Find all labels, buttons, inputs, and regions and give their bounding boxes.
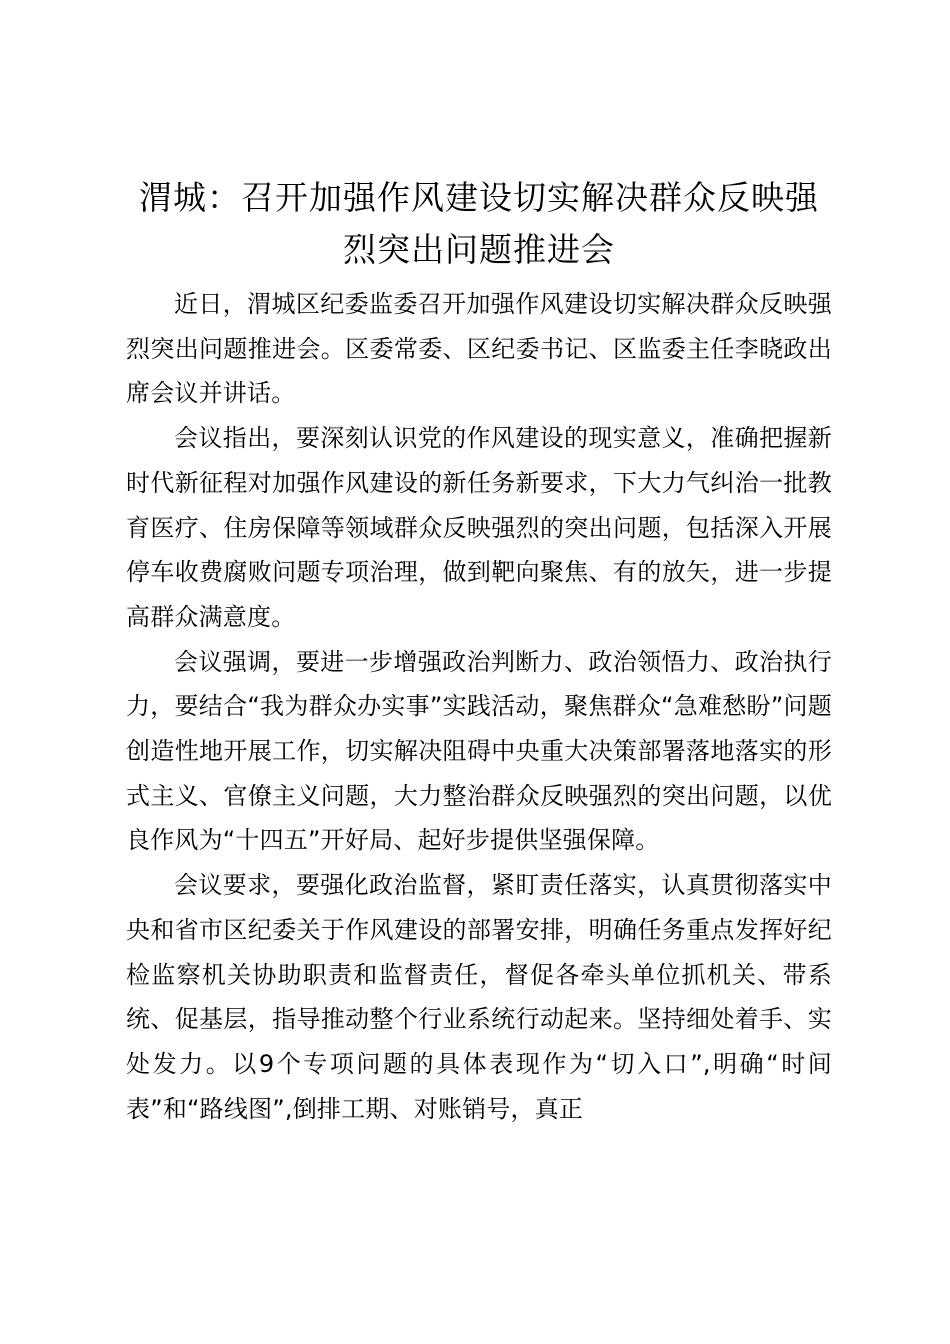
paragraph-4: 会议要求，要强化政治监督，紧盯责任落实，认真贯彻落实中央和省市区纪委关于作风建设的部署安排，明确任务重点发挥好纪检监察机关协助职责和监督责任，督促各牵头单位抓机关、带系统、促基层，指导推动整个行业系统行动起来。坚持细处着手、实处发力。以9个专项问题的具体表现作为“切入口”,明确“时间表”和“路线图”,倒排工期、对账销号，真正	[126, 871, 832, 1123]
paragraph-3: 会议强调，要进一步增强政治判断力、政治领悟力、政治执行力，要结合“我为群众办实事”实践活动，聚焦群众“急难愁盼”问题创造性地开展工作，切实解决阻碍中央重大决策部署落地落实的形式主义、官僚主义问题，大力整治群众反映强烈的突出问题，以优良作风为“十四五”开好局、起好步提供坚强保障。	[126, 647, 832, 855]
document-page	[126, 172, 832, 1131]
paragraph-1: 近日，渭城区纪委监委召开加强作风建设切实解决群众反映强烈突出问题推进会。区委常委、区纪委书记、区监委主任李晓政出席会议并讲话。	[126, 290, 832, 408]
paragraph-2: 会议指出，要深刻认识党的作风建设的现实意义，准确把握新时代新征程对加强作风建设的新任务新要求，下大力气纠治一批教育医疗、住房保障等领域群众反映强烈的突出问题，包括深入开展停车收费腐败问题专项治理，做到靶向聚焦、有的放矢，进一步提高群众满意度。	[126, 424, 832, 631]
document-title: 渭城：召开加强作风建设切实解决群众反映强烈突出问题推进会	[139, 178, 819, 269]
